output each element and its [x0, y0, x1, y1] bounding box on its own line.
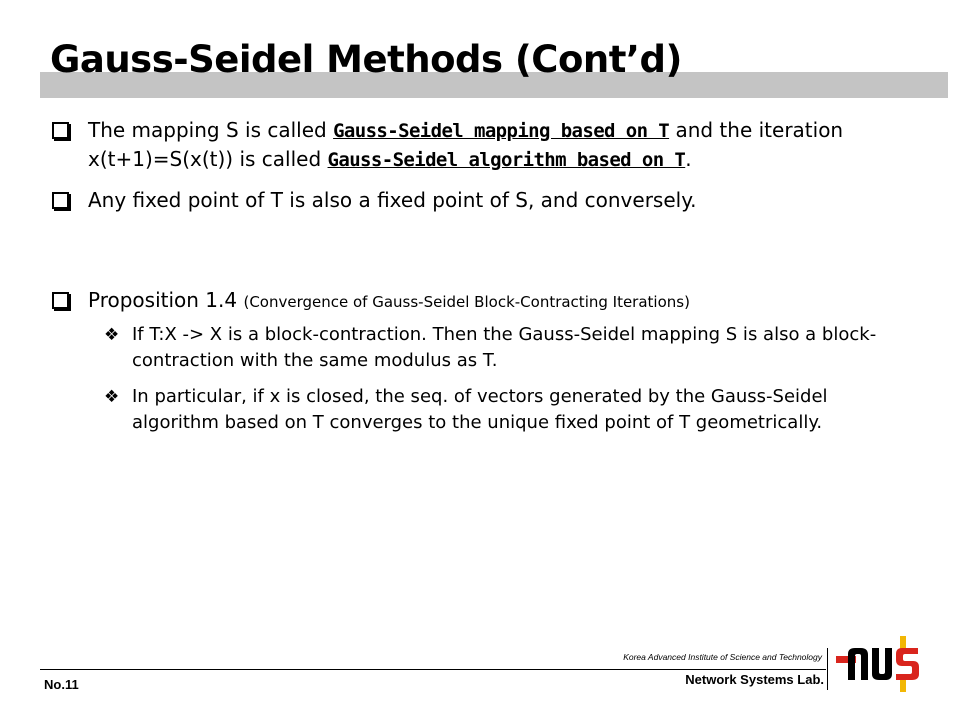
logo-yellow-bar: [900, 678, 906, 692]
footer-divider: [40, 669, 826, 670]
sub-bullet-text: If T:X -> X is a block-contraction. Then the Gauss-Seidel mapping S is also a block-contraction with the same modulus as T.: [132, 324, 877, 371]
emphasis-term: Gauss-Seidel algorithm based on T: [327, 149, 686, 171]
bullet-fixed-point: [52, 186, 912, 214]
slide-content: [52, 116, 912, 436]
proposition-title: Proposition 1.4: [88, 288, 244, 312]
bullet-gauss-seidel-mapping: [52, 116, 912, 174]
logo-yellow-bar: [900, 636, 906, 650]
footer-vertical-divider: [827, 648, 828, 690]
logo-letter-u: [872, 648, 892, 680]
square-bullet-icon: [52, 192, 69, 209]
emphasis-term: Gauss-Seidel mapping based on T: [333, 120, 670, 142]
sub-bullet: [104, 384, 912, 436]
bullet-text: The mapping S is called: [88, 118, 334, 142]
sub-bullet-list: [52, 322, 912, 436]
institute-name: Korea Advanced Institute of Science and Technology: [623, 652, 822, 662]
diamond-bullet-icon: ❖: [104, 325, 120, 345]
logo-letter-n: [848, 648, 868, 680]
bullet-text: Any fixed point of T is also a fixed point of S, and conversely.: [88, 188, 697, 212]
page-number: No.11: [44, 677, 79, 692]
sub-bullet: [104, 322, 912, 374]
logo-letter-s: [896, 648, 919, 680]
sub-bullet-text: In particular, if x is closed, the seq. of vectors generated by the Gauss-Seidel algorithm based on T converges to the unique fixed point of T geometrically.: [132, 386, 828, 433]
lab-name: Network Systems Lab.: [685, 672, 824, 687]
bullet-text: .: [685, 147, 692, 171]
proposition-subtitle: (Convergence of Gauss-Seidel Block-Contracting Iterations): [243, 293, 690, 311]
bullet-text: and the iteration x(t+1)=S(x(t)) is called: [88, 118, 844, 171]
diamond-bullet-icon: ❖: [104, 387, 120, 407]
nss-logo-icon: [836, 636, 920, 692]
page-title: Gauss-Seidel Methods (Cont’d): [50, 38, 682, 81]
square-bullet-icon: [52, 122, 69, 139]
bullet-proposition: [52, 286, 912, 316]
square-bullet-icon: [52, 292, 69, 309]
